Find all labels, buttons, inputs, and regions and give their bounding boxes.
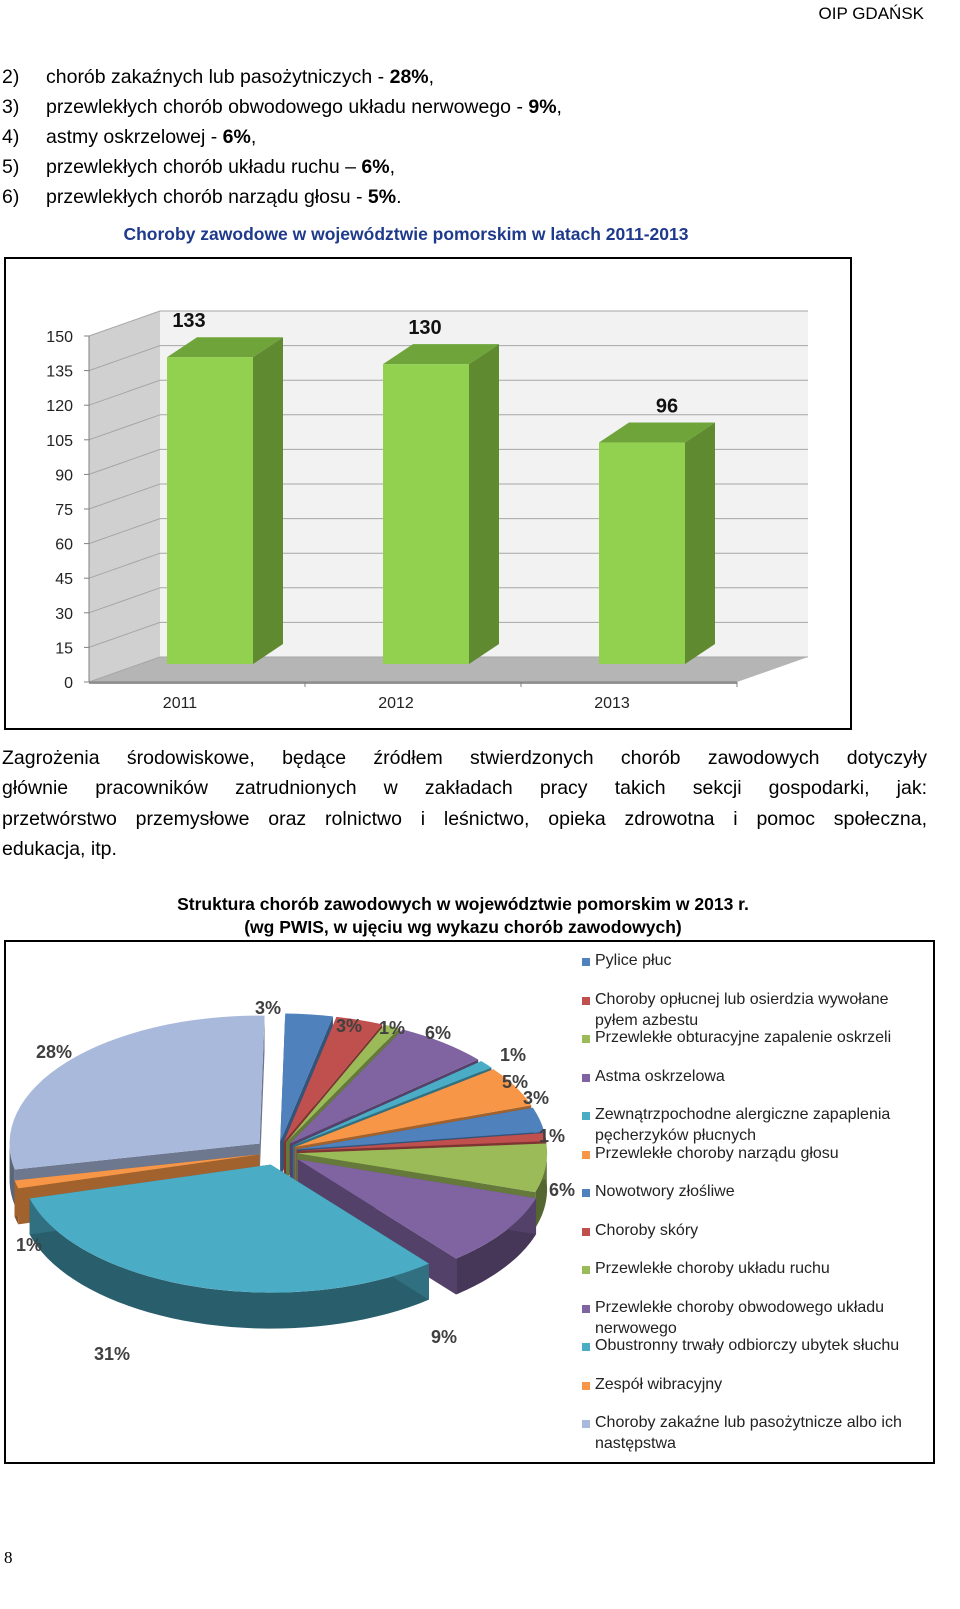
y-tick-label: 15 (55, 640, 73, 658)
bar (167, 357, 253, 664)
pie-data-label: 6% (548, 1180, 576, 1200)
paragraph-line: przetwórstwo przemysłowe oraz rolnictwo i leśnictwo, opieka zdrowotna i pomoc społeczna, (2, 807, 927, 830)
list-item (2, 92, 562, 122)
list-item-number: 4) (2, 126, 20, 148)
legend-label: Zespół wibracyjny (595, 1376, 723, 1393)
y-tick-label: 120 (46, 398, 73, 416)
list-item-punct: , (428, 66, 435, 88)
list-item-punct: , (389, 156, 396, 178)
list-item-number: 6) (2, 186, 20, 208)
legend-swatch (582, 997, 590, 1005)
list-item-punct: . (396, 186, 402, 208)
legend-swatch (582, 1266, 590, 1274)
list-item-text: chorób zakaźnych lub pasożytniczych - (46, 66, 390, 88)
list-item (2, 122, 562, 152)
list-item-punct: , (250, 126, 257, 148)
y-tick-label: 45 (55, 571, 73, 589)
bar-chart-title: Choroby zawodowe w województwie pomorskim w latach 2011-2013 (123, 224, 689, 244)
bar-value-label: 96 (655, 395, 679, 418)
bar-value-label: 130 (408, 317, 442, 340)
y-tick-label: 0 (64, 675, 73, 692)
pie-chart-svg (6, 942, 576, 1461)
bar-side (469, 344, 499, 664)
legend-label: Nowotwory złośliwe (595, 1183, 735, 1200)
pie-chart-title-line: Struktura chorób zawodowych w województwie pomorskim w 2013 r. (177, 894, 749, 914)
pie-chart (4, 940, 935, 1464)
x-tick-label: 2013 (594, 695, 630, 712)
pie-data-label: 9% (430, 1327, 458, 1347)
bar-chart (4, 257, 852, 730)
page-number: 8 (4, 1548, 13, 1567)
legend-swatch (582, 958, 590, 966)
x-tick-label: 2011 (162, 695, 198, 712)
list-item-punct: , (556, 96, 562, 118)
y-tick-label: 90 (55, 467, 73, 485)
y-tick-label: 150 (46, 329, 73, 346)
legend-label: Choroby skóry (595, 1222, 699, 1239)
legend-label: Przewlekłe choroby obwodowego układu nerwowego (595, 1299, 885, 1337)
pie-data-label: 1% (378, 1018, 406, 1038)
list-item-text: astmy oskrzelowej - (46, 126, 223, 148)
legend-swatch (582, 1420, 590, 1428)
bar-chart-svg (6, 259, 849, 727)
bar (599, 443, 685, 664)
legend-label: Obustronny trwały odbiorczy ubytek słuchu (595, 1337, 900, 1354)
legend-swatch (582, 1343, 590, 1351)
legend-label: Zewnątrzpochodne alergiczne zapaplenia pęcherzyków płucnych (595, 1106, 891, 1144)
legend-swatch (582, 1112, 590, 1120)
list-item-value: 5% (367, 186, 397, 208)
legend-swatch (582, 1382, 590, 1390)
legend-label: Astma oskrzelowa (595, 1068, 725, 1085)
list-item-value: 6% (361, 156, 390, 178)
pie-data-label: 3% (254, 998, 282, 1018)
y-tick-label: 75 (55, 502, 73, 519)
pie-data-label: 1% (15, 1235, 43, 1255)
legend-label: Pylice płuc (595, 952, 672, 969)
pie-data-label: 3% (522, 1088, 550, 1108)
legend-label: Przewlekłe choroby narządu głosu (595, 1145, 839, 1162)
pie-data-label: 1% (499, 1045, 527, 1065)
bar-side (685, 423, 715, 664)
paragraph-line: głównie pracowników zatrudnionych w zakładach pracy takich sekcji gospodarki, jak: (2, 777, 927, 800)
y-tick-label: 60 (55, 536, 73, 554)
list-item-text: przewlekłych chorób układu ruchu – (46, 156, 362, 178)
legend-swatch (582, 1228, 590, 1236)
pie-data-label: 3% (335, 1016, 363, 1036)
pie-data-label: 1% (538, 1126, 566, 1146)
header-org: OIP GDAŃSK (818, 4, 924, 23)
pie-data-label: 5% (501, 1072, 529, 1092)
list-item (2, 62, 562, 92)
legend-label: Przewlekłe obturacyjne zapalenie oskrzeli (595, 1029, 892, 1046)
legend-swatch (582, 1189, 590, 1197)
list-item-value: 9% (528, 96, 557, 118)
bar-side (253, 337, 283, 664)
paragraph-line: Zagrożenia środowiskowe, będące źródłem stwierdzonych chorób zawodowych dotyczyły (2, 747, 927, 769)
legend-label: Przewlekłe choroby układu ruchu (595, 1260, 830, 1277)
list-item-value: 28% (389, 66, 429, 88)
y-tick-label: 30 (55, 605, 73, 623)
paragraph-line: edukacja, itp. (2, 837, 117, 860)
list-item-number: 5) (2, 156, 20, 178)
list-item-number: 3) (2, 96, 20, 118)
list-item (2, 152, 562, 182)
pie-data-label: 31% (93, 1344, 131, 1364)
y-tick-label: 135 (46, 363, 73, 381)
list-item-number: 2) (2, 66, 20, 88)
legend-swatch (582, 1151, 590, 1159)
legend-swatch (582, 1074, 590, 1082)
x-tick-label: 2012 (378, 695, 414, 712)
pie-chart-title (0, 893, 926, 939)
list-item (2, 182, 562, 212)
legend-label: Choroby zakaźne lub pasożytnicze albo ich następstwa (595, 1414, 902, 1452)
pie-data-label: 6% (424, 1023, 452, 1043)
pie-slice (10, 1016, 265, 1170)
disease-list (2, 62, 562, 212)
legend-swatch (582, 1035, 590, 1043)
y-tick-label: 105 (46, 432, 73, 450)
list-item-value: 6% (222, 126, 251, 148)
pie-chart-subtitle: (wg PWIS, w ujęciu wg wykazu chorób zawodowych) (244, 917, 682, 937)
list-item-text: przewlekłych chorób narządu głosu - (46, 186, 368, 208)
bar-value-label: 133 (172, 310, 206, 333)
legend-label: Choroby opłucnej lub osierdzia wywołane pyłem azbestu (595, 991, 889, 1029)
list-item-text: przewlekłych chorób obwodowego układu nerwowego - (46, 96, 529, 118)
pie-data-label: 28% (35, 1042, 73, 1062)
legend-swatch (582, 1305, 590, 1313)
paragraph (2, 743, 927, 864)
bar (383, 364, 469, 664)
